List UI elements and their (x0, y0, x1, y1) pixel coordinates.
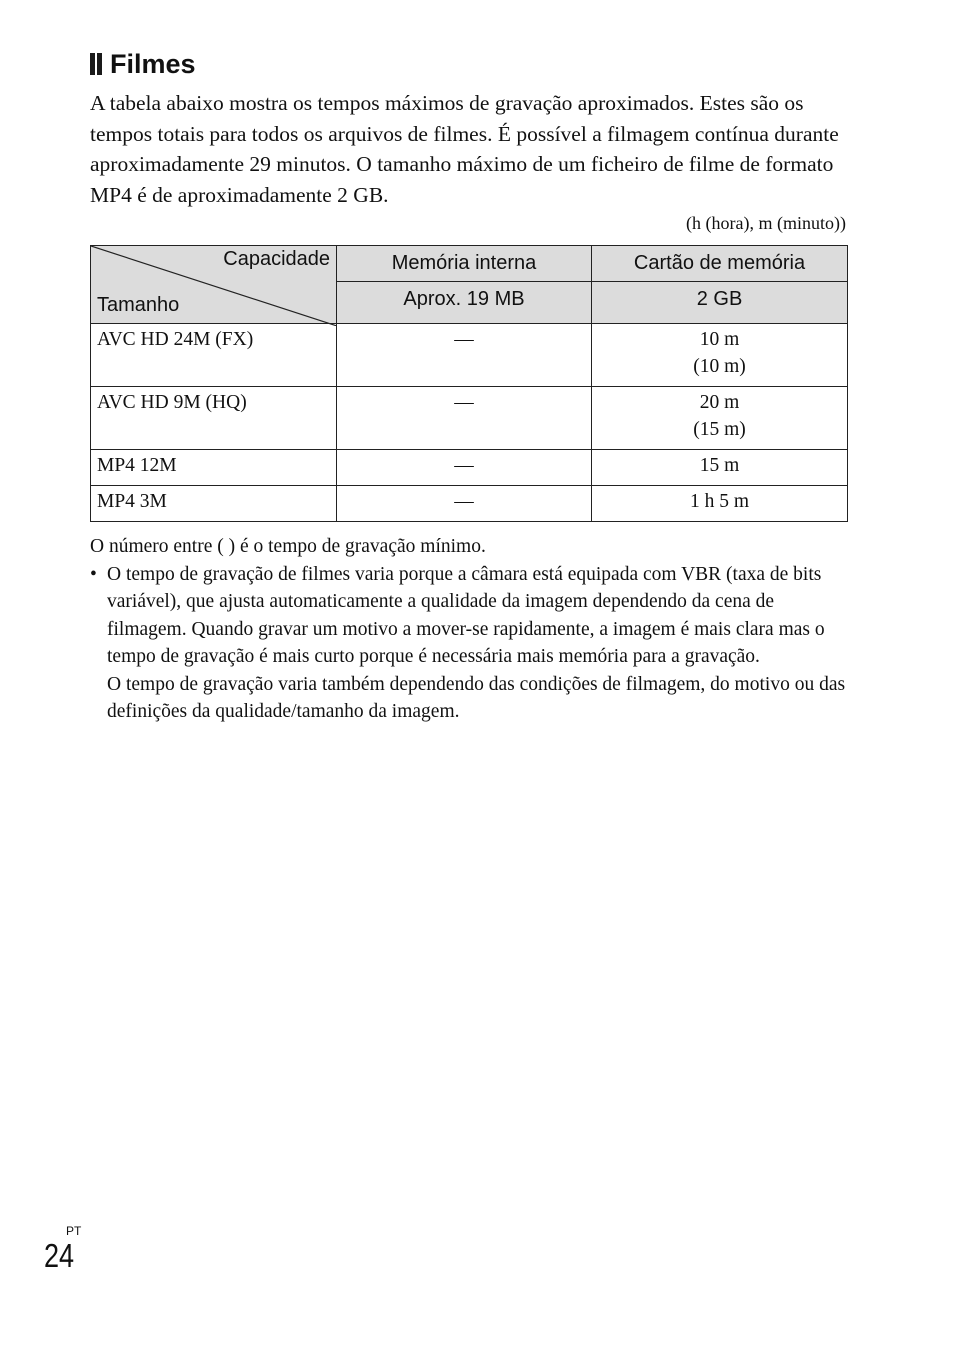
column-header-card: Cartão de memória (592, 246, 848, 282)
capacity-card: 2 GB (592, 282, 848, 324)
bullet-paragraph-conditions: O tempo de gravação varia também dependendo das condições de filmagem, do motivo ou das definições da qualidade/tamanho da imagem. (107, 673, 846, 722)
unit-note: (h (hora), m (minuto)) (686, 213, 846, 233)
row-card-value (592, 387, 848, 450)
row-size-label: AVC HD 9M (HQ) (91, 387, 337, 450)
table-row (91, 486, 848, 522)
recording-time-table (90, 245, 848, 522)
card-min-time: (10 m) (693, 356, 746, 377)
card-min-time: (15 m) (693, 419, 746, 440)
table-row (91, 387, 848, 450)
card-time: 20 m (699, 392, 740, 413)
table-corner-cell (91, 246, 337, 324)
card-time: 10 m (699, 329, 740, 350)
row-size-label: AVC HD 24M (FX) (91, 324, 337, 387)
row-card-value: 15 m (592, 450, 848, 486)
table-header-row (91, 246, 848, 282)
bullet-icon: • (90, 563, 97, 585)
row-internal-value: — (337, 450, 592, 486)
row-internal-value: — (337, 387, 592, 450)
section-heading (90, 48, 196, 80)
capacity-internal: Aprox. 19 MB (337, 282, 592, 324)
row-internal-value: — (337, 486, 592, 522)
notes-block (90, 533, 850, 726)
row-size-label: MP4 12M (91, 450, 337, 486)
page-number: 24 (44, 1237, 75, 1274)
row-card-value (592, 324, 848, 387)
row-internal-value: — (337, 324, 592, 387)
section-marker-icon (90, 53, 102, 75)
bullet-paragraph-vbr: O tempo de gravação de filmes varia porque a câmara está equipada com VBR (taxa de bits variável), que ajusta automaticamente a qualidade da imagem dependendo da cena de filmagem. Quando gravar um motivo a mover-se rapidamente, a imagem é mais clara mas o tempo de gravação é mais curto porque é necessária mais memória para a gravação. (107, 563, 825, 667)
table-row (91, 450, 848, 486)
table-row (91, 324, 848, 387)
row-card-value: 1 h 5 m (592, 486, 848, 522)
bullet-body (107, 561, 850, 726)
bullet-item (90, 561, 850, 726)
section-title: Filmes (110, 49, 196, 79)
page-language-label: PT (66, 1224, 82, 1238)
row-size-label: MP4 3M (91, 486, 337, 522)
min-time-note: O número entre ( ) é o tempo de gravação mínimo. (90, 536, 486, 557)
column-header-internal: Memória interna (337, 246, 592, 282)
corner-label-capacity: Capacidade (223, 248, 330, 270)
corner-label-size: Tamanho (97, 294, 180, 316)
intro-paragraph: A tabela abaixo mostra os tempos máximos de gravação aproximados. Estes são os tempos totais para todos os arquivos de filmes. É possível a filmagem contínua durante aproximadamente 29 minutos. O tamanho máximo de um ficheiro de filme de formato MP4 é de aproximadamente 2 GB. (90, 91, 839, 207)
